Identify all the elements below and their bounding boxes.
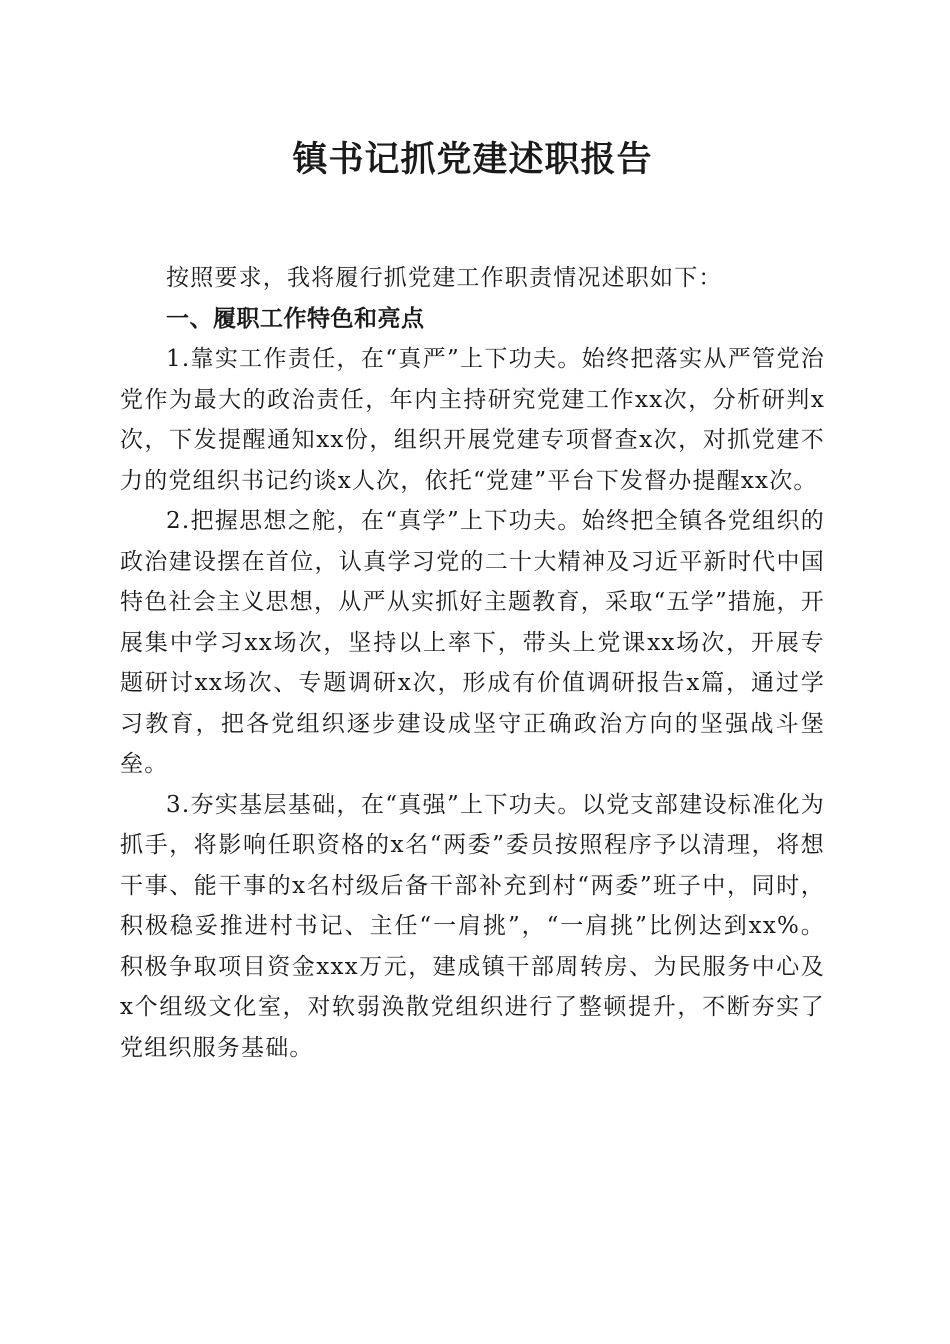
document-page: [120, 130, 825, 1068]
document-title: 镇书记抓党建述职报告: [292, 139, 653, 180]
section-heading: 一、履职工作特色和亮点: [166, 304, 425, 332]
paragraph-3: 3.夯实基层基础，在“真强”上下功夫。以党支部建设标准化为抓手，将影响任职资格的x名“两委”委员按照程序予以清理，将想干事、能干事的x名村级后备干部补充到村“两委”班子中，同时，积极稳妥推进村书记、主任“一肩挑”，“一肩挑”比例达到xx%。积极争取项目资金xxx万元，建成镇干部周转房、为民服务中心及x个组级文化室，对软弱涣散党组织进行了整顿提升，不断夯实了党组织服务基础。: [120, 791, 825, 1061]
intro-paragraph: 按照要求，我将履行抓党建工作职责情况述职如下：: [166, 265, 723, 291]
paragraph-1: 1.靠实工作责任，在“真严”上下功夫。始终把落实从严管党治党作为最大的政治责任，年内主持研究党建工作xx次，分析研判x次，下发提醒通知xx份，组织开展党建专项督查x次，对抓党建不力的党组织书记约谈x人次，依托“党建”平台下发督办提醒xx次。: [120, 346, 825, 494]
paragraph-2: 2.把握思想之舵，在“真学”上下功夫。始终把全镇各党组织的政治建设摆在首位，认真学习党的二十大精神及习近平新时代中国特色社会主义思想，从严从实抓好主题教育，采取“五学”措施，开展集中学习xx场次，坚持以上率下，带头上党课xx场次，开展专题研讨xx场次、专题调研x次，形成有价值调研报告x篇，通过学习教育，把各党组织逐步建设成坚守正确政治方向的坚强战斗堡垒。: [120, 508, 825, 777]
document-body: [120, 258, 825, 1068]
